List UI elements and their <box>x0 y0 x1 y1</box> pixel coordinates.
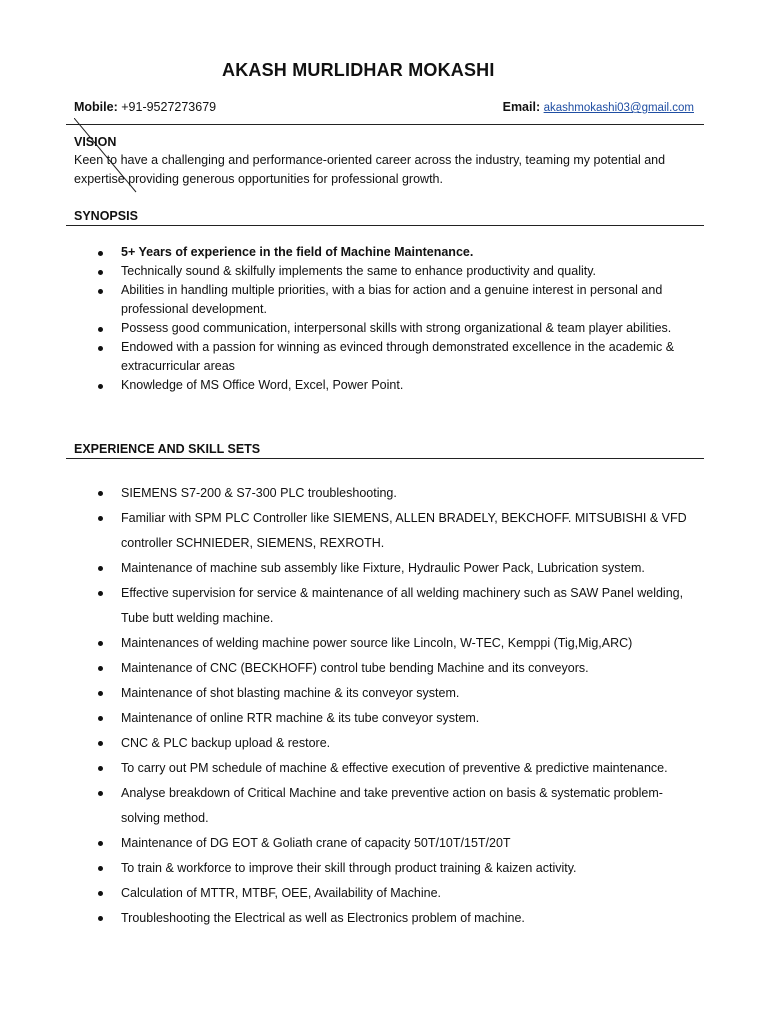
mobile-number: +91-9527273679 <box>121 100 217 114</box>
bullet-icon <box>98 666 103 671</box>
list-item: Calculation of MTTR, MTBF, OEE, Availability of Machine. <box>0 881 696 906</box>
list-item: Troubleshooting the Electrical as well as Electronics problem of machine. <box>0 906 696 931</box>
list-item: Abilities in handling multiple priorities, with a bias for action and a genuine interest in personal and professional development. <box>0 281 696 319</box>
bullet-icon <box>98 641 103 646</box>
list-item: CNC & PLC backup upload & restore. <box>0 731 696 756</box>
bullet-icon <box>98 691 103 696</box>
bullet-icon <box>98 289 103 294</box>
list-item: Possess good communication, interpersonal skills with strong organizational & team player abilities. <box>0 319 696 338</box>
header-divider <box>66 124 704 125</box>
list-item: Effective supervision for service & maintenance of all welding machinery such as SAW Panel welding, Tube butt welding machine. <box>0 581 696 631</box>
vision-text: Keen to have a challenging and performance-oriented career across the industry, teaming my potential and expertise providing generous opportunities for professional growth. <box>74 153 666 186</box>
synopsis-list <box>0 243 696 395</box>
list-item: Maintenance of DG EOT & Goliath crane of capacity 50T/10T/15T/20T <box>0 831 696 856</box>
bullet-icon <box>98 516 103 521</box>
synopsis-heading: SYNOPSIS <box>74 209 138 223</box>
bullet-icon <box>98 791 103 796</box>
bullet-icon <box>98 841 103 846</box>
bullet-icon <box>98 346 103 351</box>
experience-divider <box>66 458 704 459</box>
email-label: Email: <box>502 100 541 114</box>
list-item: Familiar with SPM PLC Controller like SIEMENS, ALLEN BRADELY, BEKCHOFF. MITSUBISHI & VFD controller SCHNIEDER, SIEMENS, REXROTH. <box>0 506 696 556</box>
list-item: SIEMENS S7-200 & S7-300 PLC troubleshooting. <box>0 481 696 506</box>
experience-list <box>0 481 696 931</box>
bullet-icon <box>98 327 103 332</box>
synopsis-divider <box>66 225 704 226</box>
list-item: Technically sound & skilfully implements the same to enhance productivity and quality. <box>0 262 696 281</box>
list-item: Analyse breakdown of Critical Machine and take preventive action on basis & systematic problem-solving method. <box>0 781 696 831</box>
list-item: Endowed with a passion for winning as evinced through demonstrated excellence in the academic & extracurricular areas <box>0 338 696 376</box>
list-item: Maintenance of CNC (BECKHOFF) control tube bending Machine and its conveyors. <box>0 656 696 681</box>
list-item: 5+ Years of experience in the field of Machine Maintenance. <box>0 243 696 262</box>
mobile-label: Mobile: <box>74 100 118 114</box>
bullet-icon <box>98 491 103 496</box>
list-item: Knowledge of MS Office Word, Excel, Power Point. <box>0 376 696 395</box>
bullet-icon <box>98 251 103 256</box>
bullet-icon <box>98 716 103 721</box>
email-link[interactable]: akashmokashi03@gmail.com <box>543 102 694 114</box>
bullet-icon <box>98 866 103 871</box>
list-item: Maintenances of welding machine power source like Lincoln, W-TEC, Kemppi (Tig,Mig,ARC) <box>0 631 696 656</box>
list-item: Maintenance of machine sub assembly like Fixture, Hydraulic Power Pack, Lubrication system. <box>0 556 696 581</box>
bullet-icon <box>98 270 103 275</box>
experience-heading: EXPERIENCE AND SKILL SETS <box>74 442 261 456</box>
bullet-icon <box>98 766 103 771</box>
email-info <box>503 100 694 114</box>
bullet-icon <box>98 566 103 571</box>
list-item: Maintenance of shot blasting machine & its conveyor system. <box>0 681 696 706</box>
bullet-icon <box>98 891 103 896</box>
list-item: To train & workforce to improve their skill through product training & kaizen activity. <box>0 856 696 881</box>
bullet-icon <box>98 591 103 596</box>
vision-heading: VISION <box>74 135 117 149</box>
candidate-name: AKASH MURLIDHAR MOKASHI <box>222 60 495 80</box>
list-item: Maintenance of online RTR machine & its tube conveyor system. <box>0 706 696 731</box>
mobile-info <box>74 100 216 114</box>
bullet-icon <box>98 916 103 921</box>
bullet-icon <box>98 741 103 746</box>
bullet-icon <box>98 384 103 389</box>
list-item: To carry out PM schedule of machine & effective execution of preventive & predictive maintenance. <box>0 756 696 781</box>
